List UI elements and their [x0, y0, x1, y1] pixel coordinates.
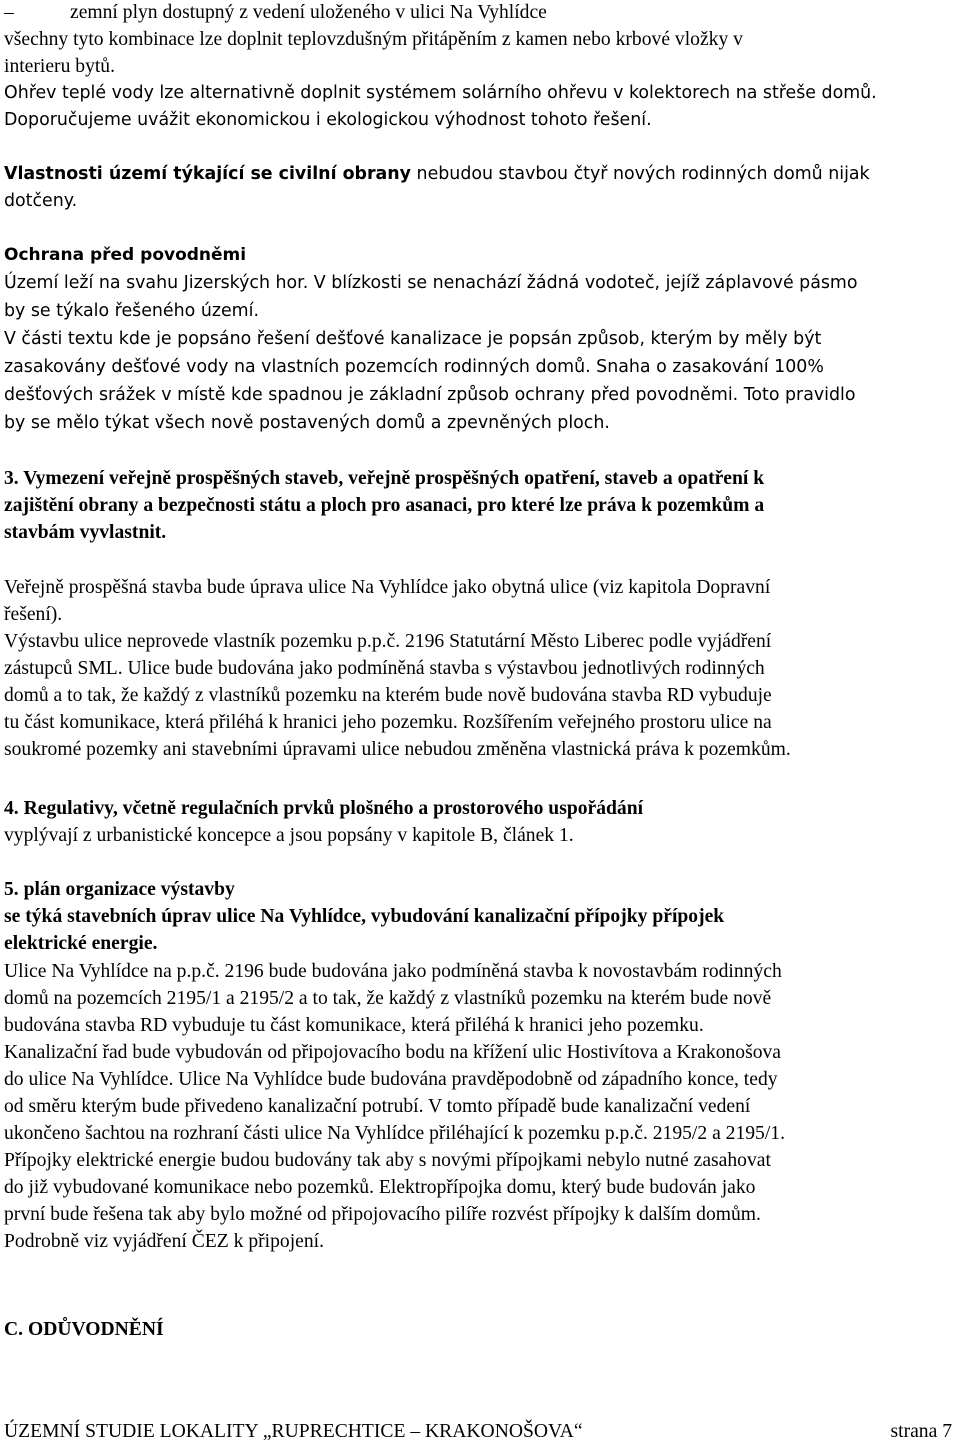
text-line: interieru bytů.	[4, 56, 115, 77]
text-line: Veřejně prospěšná stavba bude úprava ulice Na Vyhlídce jako obytná ulice (viz kapitola Dopravní	[4, 577, 771, 598]
bullet-item	[4, 0, 547, 26]
text-line: všechny tyto kombinace lze doplnit teplovzdušným přitápěním z kamen nebo krbové vložky v	[4, 29, 743, 50]
text-line: soukromé pozemky ani stavebními úpravami ulice nebudou změněna vlastnická práva k pozemkům.	[4, 739, 791, 760]
text-line: ukončeno šachtou na rozhraní části ulice Na Vyhlídce přiléhající k pozemku p.p.č. 2195/2 a 2195/1.	[4, 1123, 785, 1144]
text-line: Ulice Na Vyhlídce na p.p.č. 2196 bude budována jako podmíněná stavba k novostavbám rodinných	[4, 961, 782, 982]
flood-heading: Ochrana před povodněmi	[4, 245, 247, 265]
section-3-heading: zajištění obrany a bezpečnosti státu a ploch pro asanaci, pro které lze práva k pozemkům a	[4, 495, 765, 516]
civil-defence-paragraph	[4, 161, 870, 188]
text-line: Kanalizační řad bude vybudován od připojovacího bodu na křížení ulic Hostivítova a Krakonošova	[4, 1042, 782, 1063]
text-line: Doporučujeme uvážit ekonomickou i ekologickou výhodnost tohoto řešení.	[4, 110, 652, 130]
text-line: budována stavba RD vybuduje tu část komunikace, která přiléhá k hranici jeho pozemku.	[4, 1015, 704, 1036]
footer-title: ÚZEMNÍ STUDIE LOKALITY „RUPRECHTICE – KRAKONOŠOVA“	[4, 1421, 583, 1442]
text-line: Ohřev teplé vody lze alternativně doplnit systémem solárního ohřevu v kolektorech na střeše domů.	[4, 83, 877, 103]
text-line: první bude řešena tak aby bylo možné od připojovacího pilíře rozvést přípojky k dalším domům.	[4, 1204, 761, 1225]
bullet-dash: –	[4, 2, 14, 23]
bullet-text: zemní plyn dostupný z vedení uloženého v ulici Na Vyhlídce	[70, 2, 547, 23]
text-line: V části textu kde je popsáno řešení dešťové kanalizace je popsán způsob, kterým by měly být	[4, 329, 822, 349]
section-4-heading: 4. Regulativy, včetně regulačních prvků plošného a prostorového uspořádání	[4, 798, 644, 819]
text-line: Území leží na svahu Jizerských hor. V blízkosti se nenachází žádná vodoteč, jejíž záplavové pásmo	[4, 273, 858, 293]
section-5-subheading: se týká stavebních úprav ulice Na Vyhlídce, vybudování kanalizační přípojky přípojek	[4, 906, 725, 927]
text-line: domů na pozemcích 2195/1 a 2195/2 a to tak, že každý z vlastníků pozemku na kterém bude nově	[4, 988, 772, 1009]
text-line: dešťových srážek v místě kde spadnou je základní způsob ochrany před povodněmi. Toto pravidlo	[4, 385, 856, 405]
civil-defence-text: nebudou stavbou čtyř nových rodinných domů nijak	[411, 164, 870, 184]
text-line: by se mělo týkat všech nově postavených domů a zpevněných ploch.	[4, 413, 610, 433]
civil-defence-heading: Vlastnosti území týkající se civilní obrany	[4, 164, 412, 184]
text-line: tu část komunikace, která přiléhá k hranici jeho pozemku. Rozšířením veřejného prostoru ulice na	[4, 712, 772, 733]
section-5-subheading: elektrické energie.	[4, 933, 158, 954]
text-line: dotčeny.	[4, 191, 78, 211]
page-number: strana 7	[890, 1421, 952, 1442]
text-line: Přípojky elektrické energie budou budovány tak aby s novými přípojkami nebylo nutné zasahovat	[4, 1150, 771, 1171]
text-line: Podrobně viz vyjádření ČEZ k připojení.	[4, 1231, 324, 1252]
section-c-heading: C. ODŮVODNĚNÍ	[4, 1319, 164, 1340]
text-line: zástupců SML. Ulice bude budována jako podmíněná stavba s výstavbou jednotlivých rodinných	[4, 658, 765, 679]
text-line: by se týkalo řešeného území.	[4, 301, 259, 321]
text-line: řešení).	[4, 604, 63, 625]
section-5-heading: 5. plán organizace výstavby	[4, 879, 235, 900]
text-line: zasakovány dešťové vody na vlastních pozemcích rodinných domů. Snaha o zasakování 100%	[4, 357, 824, 377]
text-line: do ulice Na Vyhlídce. Ulice Na Vyhlídce bude budována pravděpodobně od západního konce, tedy	[4, 1069, 778, 1090]
section-3-heading: 3. Vymezení veřejně prospěšných staveb, veřejně prospěšných opatření, staveb a opatření k	[4, 468, 765, 489]
text-line: domů a to tak, že každý z vlastníků pozemku na kterém bude nově budována stavba RD vybuduje	[4, 685, 772, 706]
text-line: vyplývají z urbanistické koncepce a jsou popsány v kapitole B, článek 1.	[4, 825, 574, 846]
text-line: od směru kterým bude přivedeno kanalizační potrubí. V tomto případě bude kanalizační vedení	[4, 1096, 751, 1117]
text-line: do již vybudované komunikace nebo pozemků. Elektropřípojka domu, který bude budován jako	[4, 1177, 756, 1198]
text-line: Výstavbu ulice neprovede vlastník pozemku p.p.č. 2196 Statutární Město Liberec podle vyjádření	[4, 631, 772, 652]
section-3-heading: stavbám vyvlastnit.	[4, 522, 167, 543]
